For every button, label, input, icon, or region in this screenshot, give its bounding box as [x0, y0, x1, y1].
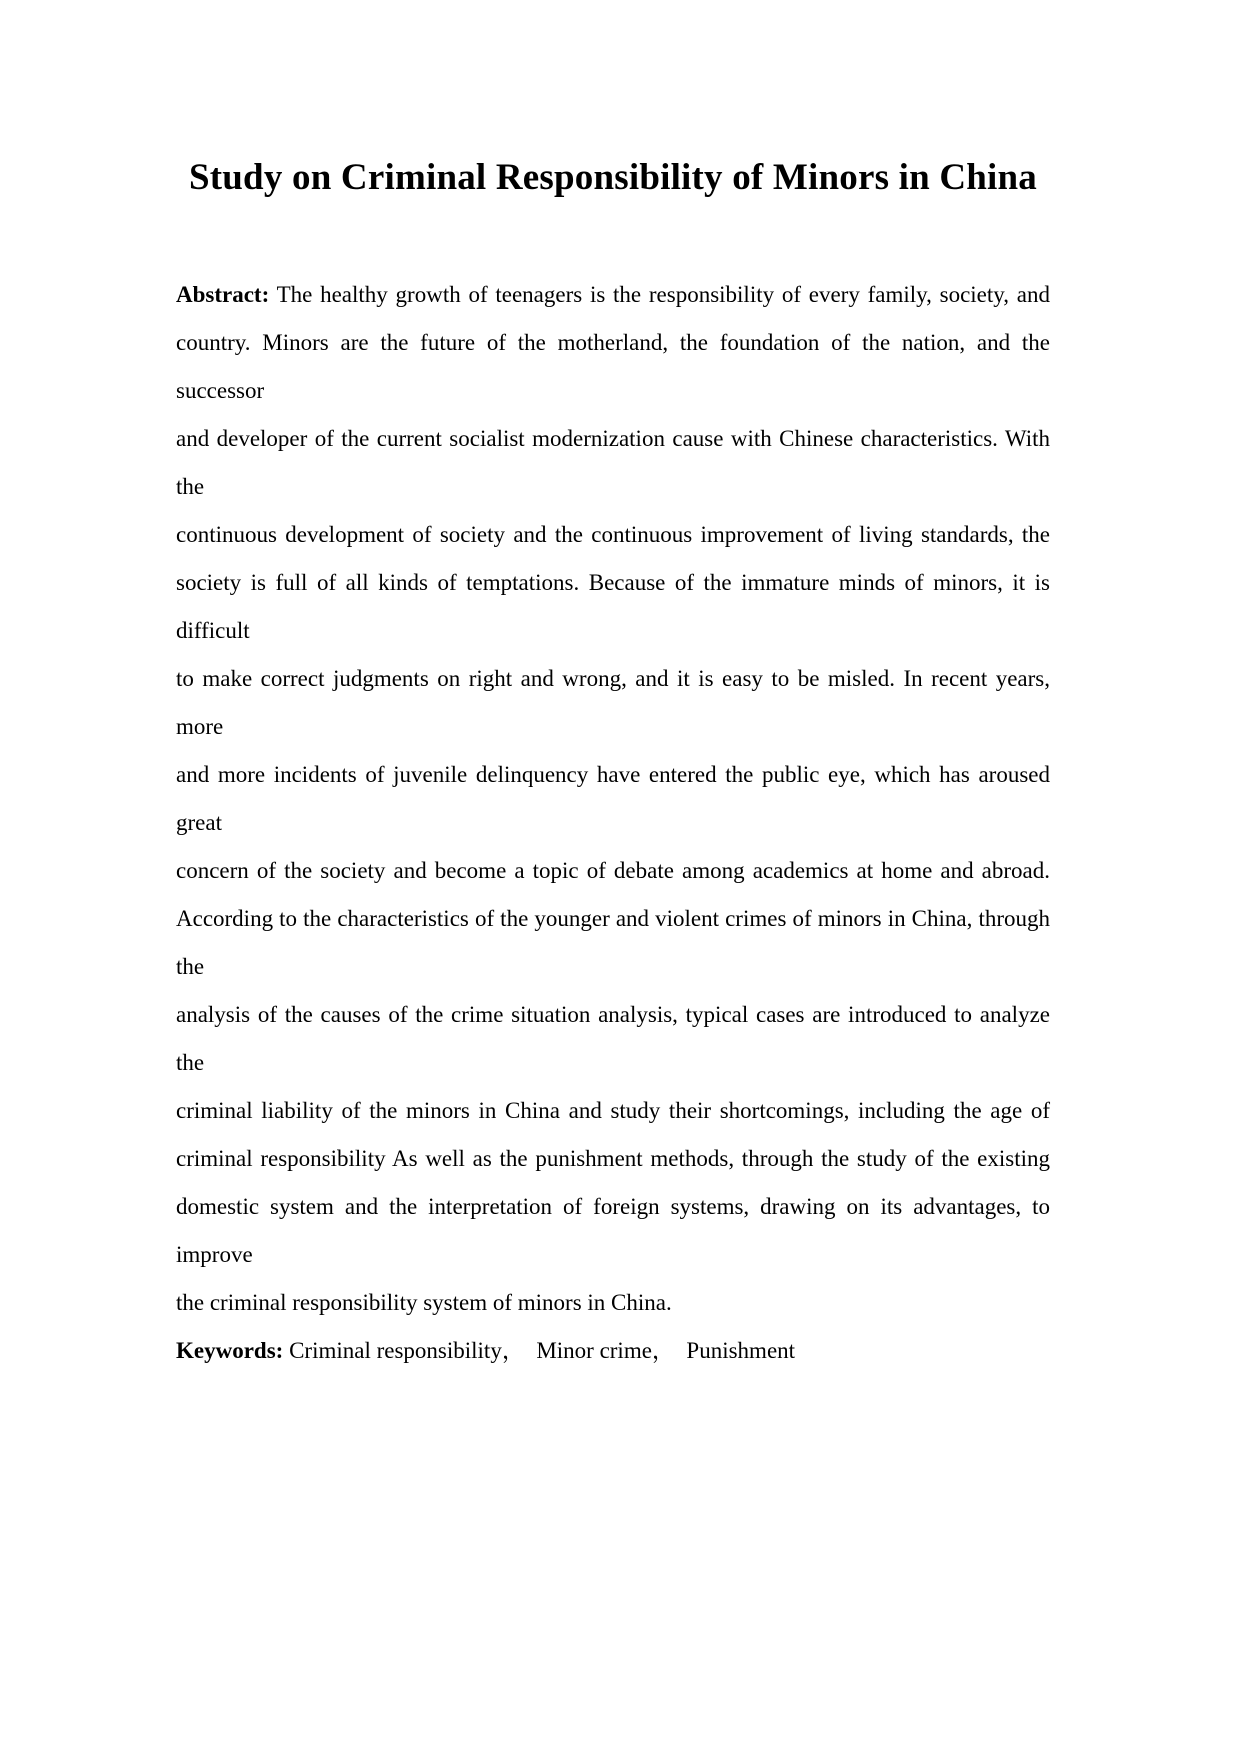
keywords-line [176, 1327, 1050, 1375]
abstract-line: criminal responsibility As well as the punishment methods, through the study of the existing [176, 1146, 1050, 1171]
abstract-line: and more incidents of juvenile delinquency have entered the public eye, which has aroused great [176, 762, 1050, 835]
keywords-label: Keywords: [176, 1338, 284, 1363]
abstract-line: criminal liability of the minors in China and study their shortcomings, including the age of [176, 1098, 1050, 1123]
abstract-label: Abstract: [176, 282, 270, 307]
abstract-line: and developer of the current socialist modernization cause with Chinese characteristics. With the [176, 426, 1050, 499]
abstract-line: to make correct judgments on right and wrong, and it is easy to be misled. In recent years, more [176, 666, 1050, 739]
abstract-line-text: The healthy growth of teenagers is the responsibility of every family, society, and [276, 282, 1050, 307]
abstract-line [176, 271, 1050, 319]
abstract-line: concern of the society and become a topic of debate among academics at home and abroad. [176, 858, 1050, 883]
abstract-line: analysis of the causes of the crime situation analysis, typical cases are introduced to analyze the [176, 1002, 1050, 1075]
abstract-line: domestic system and the interpretation of foreign systems, drawing on its advantages, to improve [176, 1194, 1050, 1267]
abstract-line: society is full of all kinds of temptations. Because of the immature minds of minors, it is difficult [176, 570, 1050, 643]
abstract-line: According to the characteristics of the younger and violent crimes of minors in China, through the [176, 906, 1050, 979]
abstract-section [176, 271, 1050, 1375]
paper-title: Study on Criminal Responsibility of Minors in China [188, 157, 1037, 198]
keywords-text: Criminal responsibility， Minor crime， Punishment [289, 1338, 796, 1363]
abstract-line: country. Minors are the future of the motherland, the foundation of the nation, and the successor [176, 330, 1050, 403]
abstract-line: continuous development of society and the continuous improvement of living standards, the [176, 522, 1050, 547]
abstract-line: the criminal responsibility system of minors in China. [176, 1290, 672, 1315]
